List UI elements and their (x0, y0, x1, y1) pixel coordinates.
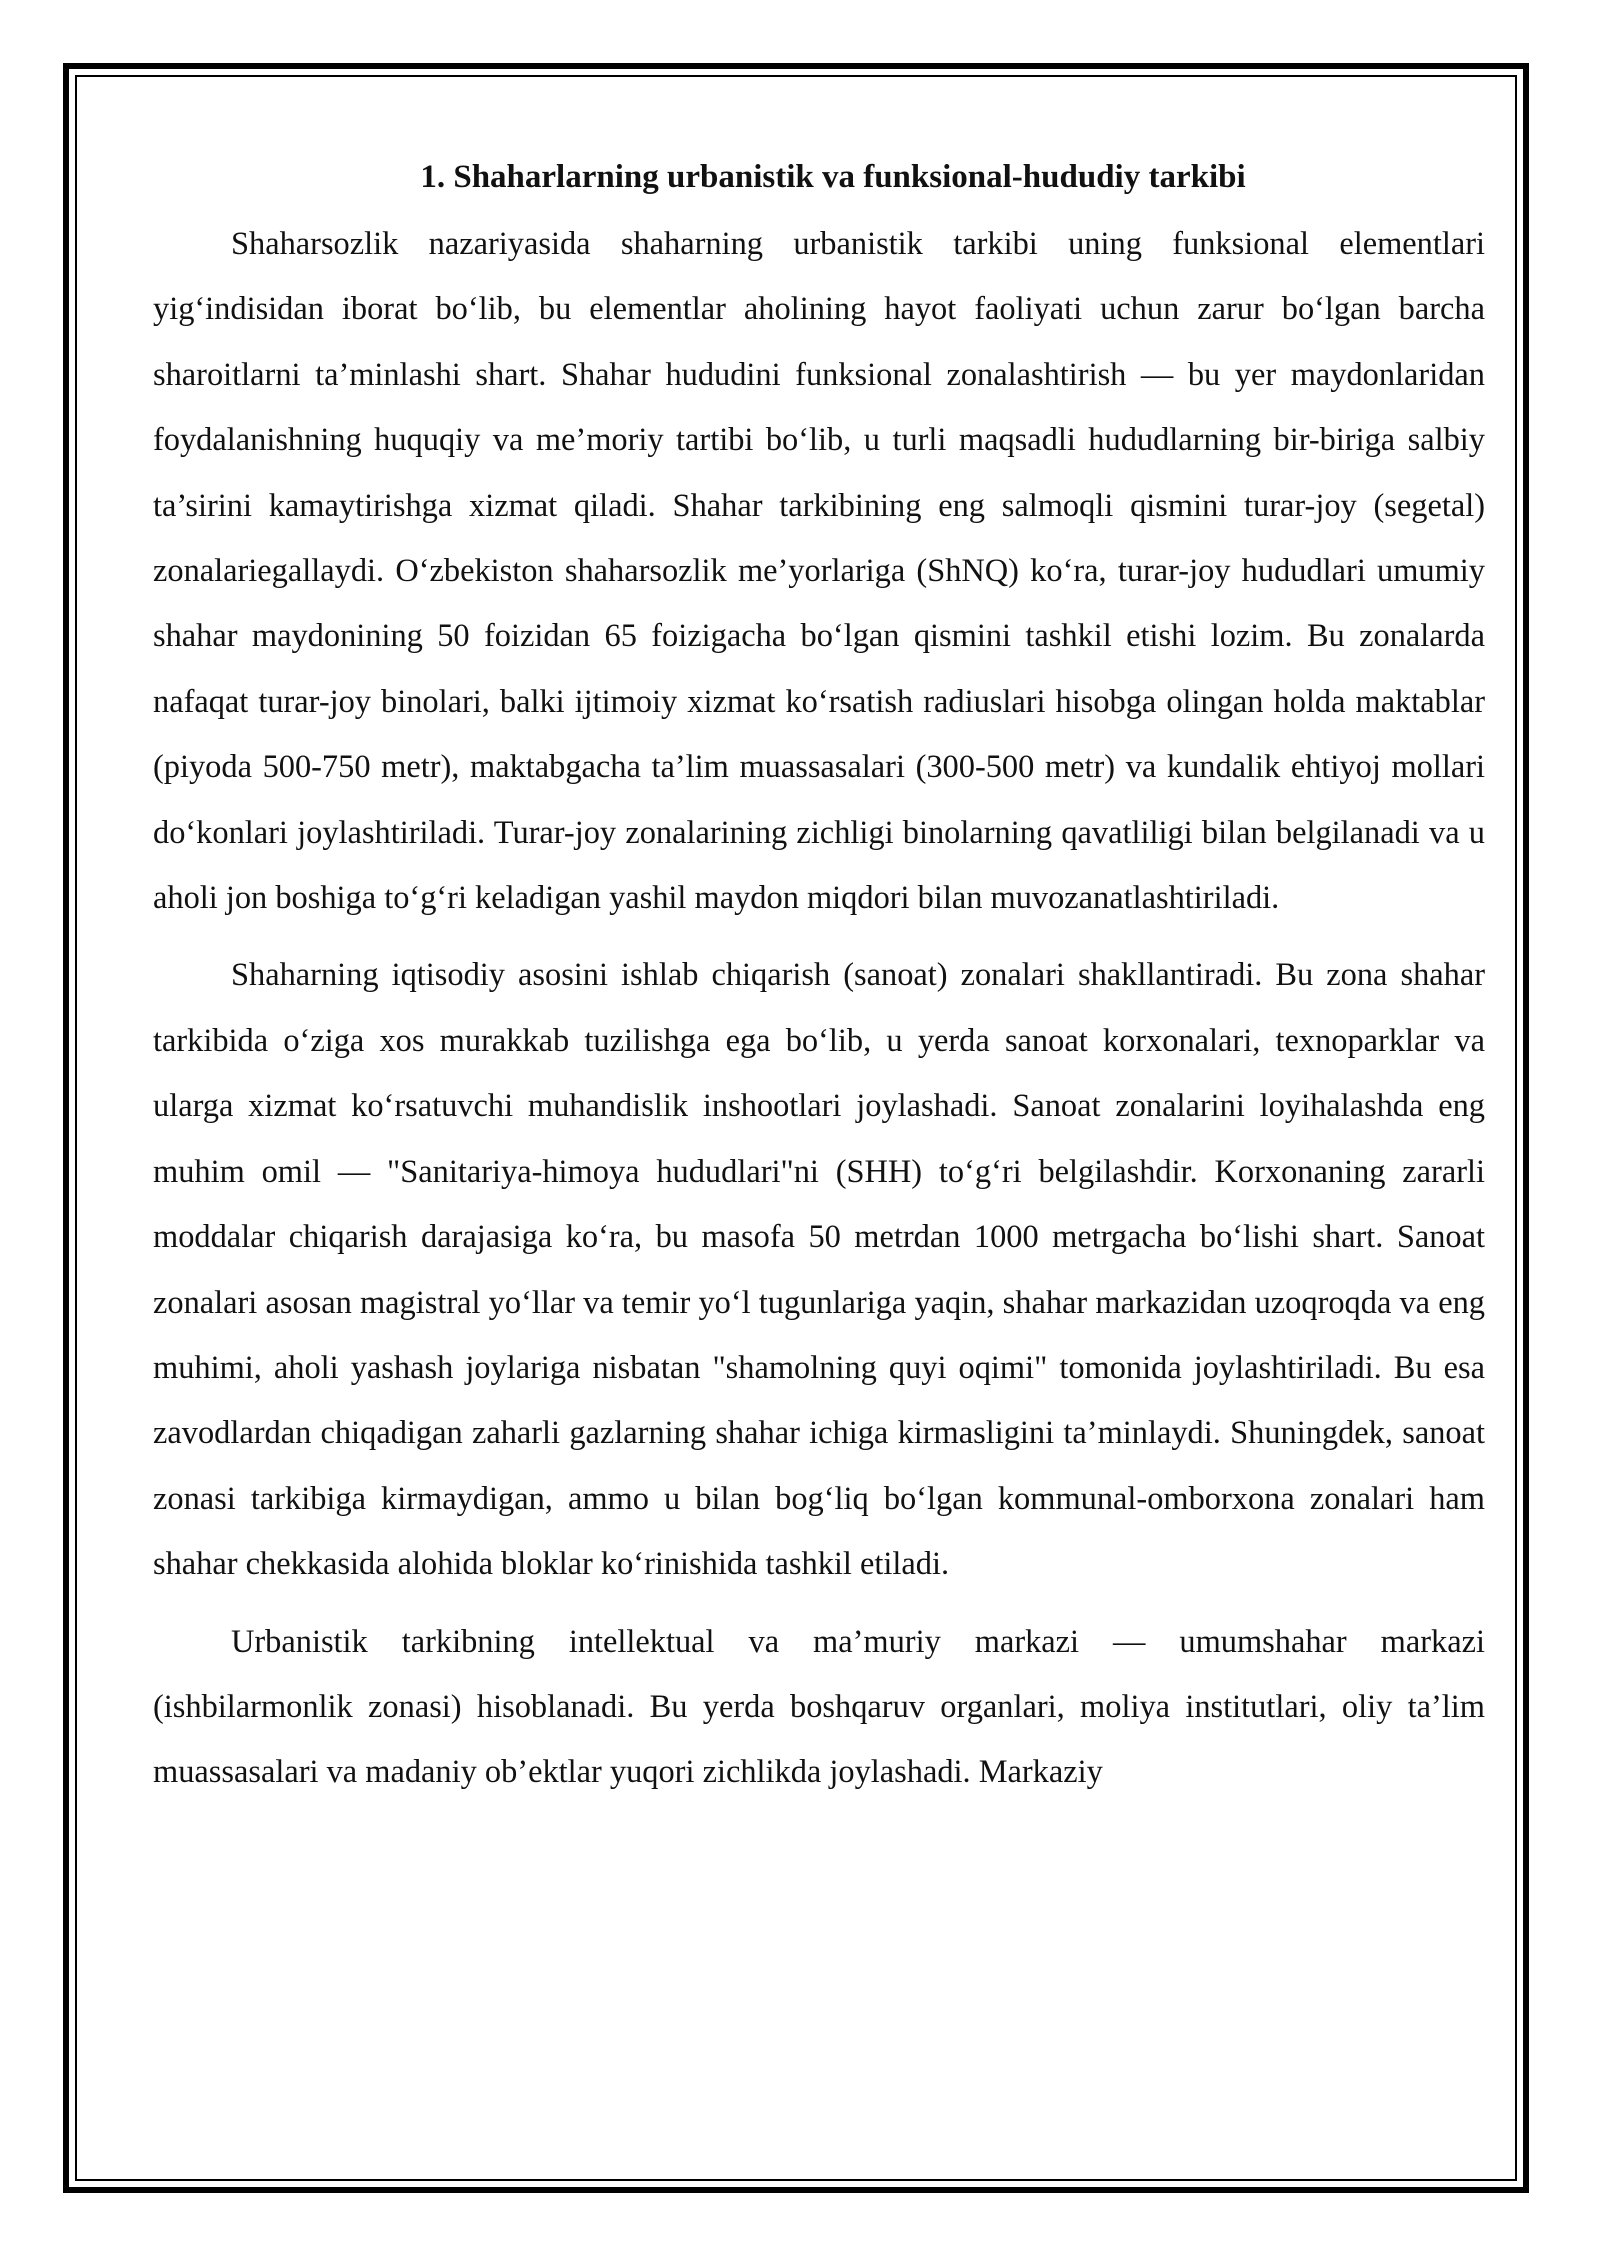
paragraph-residential-zones: Shaharsozlik nazariyasida shaharning urbanistik tarkibi uning funksional elementlari yig‘indisidan iborat bo‘lib, bu elementlar aholining hayot faoliyati uchun zarur bo‘lgan barcha sharoitlarni ta’minlashi shart. Shahar hududini funksional zonalashtirish — bu yer maydonlaridan foydalanishning huquqiy va me’moriy tartibi bo‘lib, u turli maqsadli hududlarning bir-biriga salbiy ta’sirini kamaytirishga xizmat qiladi. Shahar tarkibining eng salmoqli qismini turar-joy (segetal) zonalariegallaydi. O‘zbekiston shaharsozlik me’yorlariga (ShNQ) ko‘ra, turar-joy hududlari umumiy shahar maydonining 50 foizidan 65 foizigacha bo‘lgan qismini tashkil etishi lozim. Bu zonalarda nafaqat turar-joy binolari, balki ijtimoiy xizmat ko‘rsatish radiuslari hisobga olingan holda maktablar (piyoda 500-750 metr), maktabgacha ta’lim muassasalari (300-500 metr) va kundalik ehtiyoj mollari do‘konlari joylashtiriladi. Turar-joy zonalarining zichligi binolarning qavatliligi bilan belgilanadi va u aholi jon boshiga to‘g‘ri keladigan yashil maydon miqdori bilan muvozanatlashtiriladi. (153, 226, 1485, 917)
document-title: 1. Shaharlarning urbanistik va funksional-hududiy tarkibi (420, 159, 1246, 195)
paragraph-city-center: Urbanistik tarkibning intellektual va ma’muriy markazi — umumshahar markazi (ishbilarmonlik zonasi) hisoblanadi. Bu yerda boshqaruv organlari, moliya institutlari, oliy ta’lim muassasalari va madaniy ob’ektlar yuqori zichlikda joylashadi. Markaziy (153, 1623, 1485, 1791)
paragraph-industrial-zones: Shaharning iqtisodiy asosini ishlab chiqarish (sanoat) zonalari shakllantiradi. Bu zona shahar tarkibida o‘ziga xos murakkab tuzilishga ega bo‘lib, u yerda sanoat korxonalari, texnoparklar va ularga xizmat ko‘rsatuvchi muhandislik inshootlari joylashadi. Sanoat zonalarini loyihalashda eng muhim omil — "Sanitariya-himoya hududlari"ni (SHH) to‘g‘ri belgilashdir. Korxonaning zararli moddalar chiqarish darajasiga ko‘ra, bu masofa 50 metrdan 1000 metrgacha bo‘lishi shart. Sanoat zonalari asosan magistral yo‘llar va temir yo‘l tugunlariga yaqin, shahar markazidan uzoqroqda va eng muhimi, aholi yashash joylariga nisbatan "shamolning quyi oqimi" tomonida joylashtiriladi. Bu esa zavodlardan chiqadigan zaharli gazlarning shahar ichiga kirmasligini ta’minlaydi. Shuningdek, sanoat zonasi tarkibiga kirmaydigan, ammo u bilan bog‘liq bo‘lgan kommunal-omborxona zonalari ham shahar chekkasida alohida bloklar ko‘rinishida tashkil etiladi. (153, 957, 1485, 1583)
document-body (153, 150, 1485, 1806)
